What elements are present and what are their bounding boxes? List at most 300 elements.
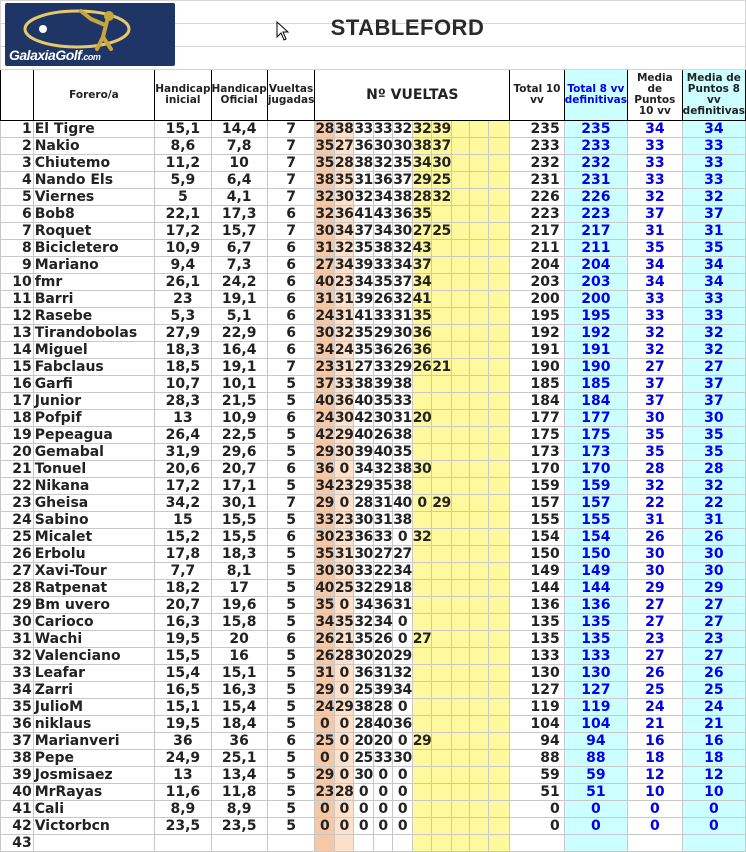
round-score-cell[interactable]: 0 [354, 784, 373, 801]
rank-cell[interactable]: 37 [1, 733, 34, 750]
rank-cell[interactable]: 40 [1, 784, 34, 801]
handicap-inicial-cell[interactable]: 17,2 [155, 223, 211, 240]
round-spacer-cell[interactable] [488, 172, 509, 189]
total-8-cell[interactable]: 136 [564, 597, 627, 614]
round-score-cell[interactable] [451, 784, 470, 801]
round-score-cell[interactable]: 29 [315, 681, 334, 698]
total-8-cell[interactable]: 211 [564, 240, 627, 257]
vueltas-jugadas-cell[interactable]: 5 [267, 682, 315, 699]
round-score-cell[interactable] [470, 784, 489, 801]
round-score-cell[interactable]: 36 [373, 596, 393, 613]
round-score-cell[interactable]: 30 [393, 749, 412, 766]
round-score-cell[interactable]: 31 [393, 596, 412, 613]
player-name-cell[interactable]: Valenciano [33, 648, 155, 665]
round-score-cell[interactable]: 32 [315, 205, 334, 222]
media-8-cell[interactable]: 37 [682, 376, 745, 393]
player-name-cell[interactable]: niklaus [33, 716, 155, 733]
round-score-cell[interactable]: 21 [334, 630, 354, 647]
round-spacer-cell[interactable] [488, 376, 509, 393]
round-score-cell[interactable] [470, 223, 489, 240]
rank-cell[interactable]: 31 [1, 631, 34, 648]
media-8-cell[interactable]: 32 [682, 342, 745, 359]
round-score-cell[interactable]: 32 [354, 613, 373, 630]
round-score-cell[interactable]: 28 [315, 120, 334, 137]
media-10-cell[interactable]: 24 [628, 699, 683, 716]
round-score-cell[interactable] [470, 563, 489, 580]
round-score-cell[interactable]: 0 [373, 818, 392, 835]
round-score-cell[interactable] [470, 189, 489, 206]
round-score-cell[interactable]: 36 [354, 528, 373, 545]
round-score-cell[interactable] [393, 835, 412, 852]
round-score-cell[interactable]: 29 [373, 579, 393, 596]
media-8-cell[interactable]: 22 [682, 495, 745, 512]
handicap-oficial-cell[interactable]: 22,5 [211, 427, 267, 444]
round-score-cell[interactable] [470, 257, 489, 274]
round-score-cell[interactable]: 0 [334, 818, 353, 835]
media-8-cell[interactable]: 33 [682, 308, 745, 325]
vueltas-jugadas-cell[interactable]: 5 [267, 427, 315, 444]
rank-cell[interactable]: 14 [1, 342, 34, 359]
handicap-oficial-cell[interactable]: 6,4 [211, 172, 267, 189]
round-score-cell[interactable]: 43 [412, 239, 432, 256]
round-score-cell[interactable] [432, 427, 451, 444]
header-n-vueltas[interactable]: Nº VUELTAS [315, 70, 510, 121]
total-8-cell[interactable]: 195 [564, 308, 627, 325]
round-score-cell[interactable] [412, 699, 431, 716]
round-spacer-cell[interactable] [488, 818, 509, 835]
total-8-cell[interactable]: 59 [564, 767, 627, 784]
round-score-cell[interactable] [451, 614, 470, 631]
round-score-cell[interactable] [412, 835, 431, 852]
round-score-cell[interactable]: 39 [373, 681, 393, 698]
player-name-cell[interactable]: Bob8 [33, 206, 155, 223]
round-score-cell[interactable]: 31 [373, 664, 393, 681]
total-10-cell[interactable] [510, 835, 564, 852]
round-score-cell[interactable]: 35 [373, 273, 393, 290]
handicap-oficial-cell[interactable]: 18,3 [211, 546, 267, 563]
media-10-cell[interactable]: 33 [628, 138, 683, 155]
media-8-cell[interactable]: 34 [682, 257, 745, 274]
handicap-inicial-cell[interactable]: 15,4 [155, 665, 211, 682]
round-score-cell[interactable]: 31 [334, 545, 354, 562]
round-spacer-cell[interactable] [488, 155, 509, 172]
round-score-cell[interactable]: 32 [393, 664, 412, 681]
round-spacer-cell[interactable] [488, 359, 509, 376]
round-spacer-cell[interactable] [488, 308, 509, 325]
player-name-cell[interactable]: Junior [33, 393, 155, 410]
total-10-cell[interactable]: 177 [510, 410, 564, 427]
round-spacer-cell[interactable] [488, 257, 509, 274]
player-name-cell[interactable]: Victorbcn [33, 818, 155, 835]
round-score-cell[interactable] [451, 665, 470, 682]
round-score-cell[interactable]: 35 [315, 596, 334, 613]
round-spacer-cell[interactable] [488, 495, 509, 512]
handicap-inicial-cell[interactable]: 13 [155, 410, 211, 427]
player-name-cell[interactable]: Fabclaus [33, 359, 155, 376]
media-10-cell[interactable]: 34 [628, 257, 683, 274]
handicap-oficial-cell[interactable]: 15,5 [211, 512, 267, 529]
media-10-cell[interactable]: 37 [628, 376, 683, 393]
round-score-cell[interactable]: 0 [393, 733, 412, 750]
total-10-cell[interactable]: 232 [510, 155, 564, 172]
header-media-10[interactable]: Media de Puntos 10 vv [628, 70, 683, 121]
round-spacer-cell[interactable] [488, 699, 509, 716]
handicap-inicial-cell[interactable]: 5,9 [155, 172, 211, 189]
round-score-cell[interactable] [412, 750, 431, 767]
round-score-cell[interactable]: 0 [412, 495, 431, 512]
round-score-cell[interactable]: 25 [354, 749, 373, 766]
handicap-oficial-cell[interactable] [211, 835, 267, 852]
round-score-cell[interactable]: 29 [432, 494, 451, 511]
total-8-cell[interactable]: 157 [564, 495, 627, 512]
round-score-cell[interactable] [412, 393, 431, 410]
handicap-oficial-cell[interactable]: 23,5 [211, 818, 267, 835]
round-score-cell[interactable]: 33 [354, 120, 373, 137]
round-score-cell[interactable]: 29 [315, 494, 334, 511]
total-8-cell[interactable]: 119 [564, 699, 627, 716]
media-8-cell[interactable]: 33 [682, 172, 745, 189]
round-score-cell[interactable] [470, 138, 489, 155]
media-8-cell[interactable]: 12 [682, 767, 745, 784]
vueltas-jugadas-cell[interactable]: 6 [267, 631, 315, 648]
media-10-cell[interactable]: 29 [628, 580, 683, 597]
round-score-cell[interactable]: 41 [412, 290, 432, 307]
round-score-cell[interactable]: 20 [373, 647, 393, 664]
vueltas-jugadas-cell[interactable]: 7 [267, 359, 315, 376]
total-8-cell[interactable]: 223 [564, 206, 627, 223]
round-score-cell[interactable] [432, 563, 451, 580]
handicap-inicial-cell[interactable]: 18,2 [155, 580, 211, 597]
round-score-cell[interactable] [470, 580, 489, 597]
round-score-cell[interactable] [451, 563, 470, 580]
round-score-cell[interactable] [432, 342, 451, 359]
round-score-cell[interactable] [451, 767, 470, 784]
round-score-cell[interactable]: 0 [315, 750, 334, 767]
media-10-cell[interactable]: 33 [628, 172, 683, 189]
round-score-cell[interactable]: 34 [412, 273, 432, 290]
handicap-oficial-cell[interactable]: 15,8 [211, 614, 267, 631]
round-score-cell[interactable] [470, 682, 489, 699]
round-score-cell[interactable]: 36 [334, 205, 354, 222]
round-score-cell[interactable]: 29 [412, 732, 432, 749]
round-score-cell[interactable]: 33 [373, 358, 393, 375]
handicap-inicial-cell[interactable]: 23,5 [155, 818, 211, 835]
media-10-cell[interactable]: 21 [628, 716, 683, 733]
total-8-cell[interactable]: 192 [564, 325, 627, 342]
player-name-cell[interactable]: Garfi [33, 376, 155, 393]
total-8-cell[interactable]: 0 [564, 818, 627, 835]
media-10-cell[interactable]: 25 [628, 682, 683, 699]
media-8-cell[interactable]: 32 [682, 189, 745, 206]
round-score-cell[interactable]: 38 [354, 154, 373, 171]
round-score-cell[interactable]: 0 [393, 631, 412, 648]
handicap-inicial-cell[interactable]: 13 [155, 767, 211, 784]
round-score-cell[interactable]: 20 [354, 732, 373, 749]
vueltas-jugadas-cell[interactable]: 5 [267, 614, 315, 631]
media-8-cell[interactable]: 25 [682, 682, 745, 699]
media-10-cell[interactable]: 32 [628, 325, 683, 342]
round-score-cell[interactable]: 0 [373, 784, 392, 801]
round-score-cell[interactable]: 26 [373, 290, 393, 307]
round-score-cell[interactable]: 0 [315, 801, 334, 818]
handicap-oficial-cell[interactable]: 8,1 [211, 563, 267, 580]
handicap-inicial-cell[interactable]: 5 [155, 189, 211, 206]
round-score-cell[interactable]: 24 [315, 698, 334, 715]
round-score-cell[interactable]: 27 [315, 256, 334, 273]
rank-cell[interactable]: 21 [1, 461, 34, 478]
round-score-cell[interactable] [470, 393, 489, 410]
round-score-cell[interactable] [470, 274, 489, 291]
total-8-cell[interactable]: 175 [564, 427, 627, 444]
round-score-cell[interactable]: 33 [315, 511, 334, 528]
round-score-cell[interactable]: 33 [373, 528, 393, 545]
round-score-cell[interactable] [354, 835, 373, 852]
round-score-cell[interactable]: 24 [334, 341, 354, 358]
total-8-cell[interactable]: 204 [564, 257, 627, 274]
round-score-cell[interactable]: 0 [373, 767, 392, 784]
round-score-cell[interactable] [451, 682, 470, 699]
player-name-cell[interactable]: Miguel [33, 342, 155, 359]
round-score-cell[interactable] [412, 665, 431, 682]
round-score-cell[interactable]: 23 [315, 358, 334, 375]
total-10-cell[interactable]: 235 [510, 121, 564, 138]
handicap-inicial-cell[interactable]: 28,3 [155, 393, 211, 410]
media-8-cell[interactable]: 33 [682, 155, 745, 172]
total-8-cell[interactable]: 88 [564, 750, 627, 767]
round-score-cell[interactable]: 37 [315, 375, 334, 392]
round-score-cell[interactable]: 32 [393, 120, 412, 137]
vueltas-jugadas-cell[interactable]: 5 [267, 444, 315, 461]
total-8-cell[interactable]: 144 [564, 580, 627, 597]
round-score-cell[interactable] [451, 359, 470, 376]
round-score-cell[interactable]: 35 [315, 137, 334, 154]
total-8-cell[interactable]: 226 [564, 189, 627, 206]
round-score-cell[interactable]: 30 [354, 545, 373, 562]
round-spacer-cell[interactable] [488, 801, 509, 818]
round-spacer-cell[interactable] [488, 784, 509, 801]
media-10-cell[interactable]: 33 [628, 291, 683, 308]
handicap-oficial-cell[interactable]: 17,1 [211, 478, 267, 495]
media-8-cell[interactable]: 30 [682, 563, 745, 580]
round-score-cell[interactable]: 40 [354, 426, 373, 443]
round-score-cell[interactable]: 24 [315, 409, 334, 426]
vueltas-jugadas-cell[interactable]: 5 [267, 801, 315, 818]
total-8-cell[interactable]: 149 [564, 563, 627, 580]
vueltas-jugadas-cell[interactable]: 7 [267, 495, 315, 512]
round-score-cell[interactable]: 0 [315, 818, 334, 835]
round-score-cell[interactable] [432, 597, 451, 614]
round-score-cell[interactable]: 23 [334, 477, 354, 494]
vueltas-jugadas-cell[interactable]: 7 [267, 155, 315, 172]
round-score-cell[interactable]: 33 [373, 256, 393, 273]
vueltas-jugadas-cell[interactable]: 6 [267, 308, 315, 325]
handicap-inicial-cell[interactable]: 16,3 [155, 614, 211, 631]
handicap-inicial-cell[interactable]: 15 [155, 512, 211, 529]
round-score-cell[interactable]: 32 [393, 239, 412, 256]
media-8-cell[interactable]: 18 [682, 750, 745, 767]
total-10-cell[interactable]: 59 [510, 767, 564, 784]
handicap-oficial-cell[interactable]: 15,7 [211, 223, 267, 240]
media-8-cell[interactable] [682, 835, 745, 852]
vueltas-jugadas-cell[interactable]: 7 [267, 121, 315, 138]
round-score-cell[interactable] [412, 614, 431, 631]
round-score-cell[interactable] [412, 648, 431, 665]
round-score-cell[interactable]: 37 [393, 273, 412, 290]
round-score-cell[interactable]: 38 [354, 375, 373, 392]
round-score-cell[interactable] [470, 818, 489, 835]
media-10-cell[interactable]: 31 [628, 512, 683, 529]
round-score-cell[interactable] [451, 750, 470, 767]
handicap-inicial-cell[interactable]: 17,8 [155, 546, 211, 563]
handicap-inicial-cell[interactable]: 22,1 [155, 206, 211, 223]
round-score-cell[interactable] [470, 172, 489, 189]
round-score-cell[interactable] [451, 376, 470, 393]
vueltas-jugadas-cell[interactable]: 5 [267, 376, 315, 393]
round-score-cell[interactable] [470, 325, 489, 342]
round-score-cell[interactable]: 0 [393, 767, 412, 784]
handicap-inicial-cell[interactable]: 15,1 [155, 121, 211, 138]
round-score-cell[interactable]: 34 [354, 273, 373, 290]
total-10-cell[interactable]: 135 [510, 631, 564, 648]
round-score-cell[interactable]: 33 [393, 392, 412, 409]
total-10-cell[interactable]: 135 [510, 614, 564, 631]
total-10-cell[interactable]: 173 [510, 444, 564, 461]
player-name-cell[interactable]: Bm uvero [33, 597, 155, 614]
round-spacer-cell[interactable] [488, 478, 509, 495]
round-score-cell[interactable]: 31 [334, 290, 354, 307]
media-10-cell[interactable]: 33 [628, 308, 683, 325]
media-10-cell[interactable]: 31 [628, 223, 683, 240]
round-spacer-cell[interactable] [488, 546, 509, 563]
total-8-cell[interactable]: 130 [564, 665, 627, 682]
round-score-cell[interactable] [432, 801, 451, 818]
round-score-cell[interactable] [432, 580, 451, 597]
rank-cell[interactable]: 35 [1, 699, 34, 716]
round-score-cell[interactable] [470, 291, 489, 308]
round-score-cell[interactable]: 38 [373, 239, 393, 256]
total-10-cell[interactable]: 217 [510, 223, 564, 240]
round-score-cell[interactable] [412, 444, 431, 461]
round-score-cell[interactable] [470, 427, 489, 444]
round-score-cell[interactable] [470, 750, 489, 767]
round-score-cell[interactable] [451, 410, 470, 427]
round-score-cell[interactable] [412, 682, 431, 699]
handicap-oficial-cell[interactable]: 18,4 [211, 716, 267, 733]
round-score-cell[interactable] [373, 835, 392, 852]
total-8-cell[interactable]: 51 [564, 784, 627, 801]
rank-cell[interactable]: 32 [1, 648, 34, 665]
round-score-cell[interactable] [451, 291, 470, 308]
vueltas-jugadas-cell[interactable]: 5 [267, 580, 315, 597]
round-score-cell[interactable] [412, 716, 431, 733]
handicap-inicial-cell[interactable]: 15,1 [155, 699, 211, 716]
handicap-oficial-cell[interactable]: 29,6 [211, 444, 267, 461]
handicap-oficial-cell[interactable]: 19,1 [211, 359, 267, 376]
media-10-cell[interactable]: 34 [628, 274, 683, 291]
round-score-cell[interactable]: 40 [315, 273, 334, 290]
round-score-cell[interactable]: 29 [334, 426, 354, 443]
total-10-cell[interactable]: 104 [510, 716, 564, 733]
vueltas-jugadas-cell[interactable]: 5 [267, 818, 315, 835]
rank-cell[interactable]: 29 [1, 597, 34, 614]
round-score-cell[interactable]: 32 [354, 188, 373, 205]
round-score-cell[interactable] [451, 121, 470, 138]
round-score-cell[interactable]: 32 [432, 188, 451, 205]
round-spacer-cell[interactable] [488, 631, 509, 648]
rank-cell[interactable]: 27 [1, 563, 34, 580]
round-score-cell[interactable]: 0 [393, 614, 412, 631]
total-8-cell[interactable]: 173 [564, 444, 627, 461]
round-score-cell[interactable] [470, 733, 489, 750]
round-score-cell[interactable]: 31 [315, 664, 334, 681]
rank-cell[interactable]: 13 [1, 325, 34, 342]
total-8-cell[interactable]: 233 [564, 138, 627, 155]
handicap-oficial-cell[interactable]: 10,1 [211, 376, 267, 393]
round-score-cell[interactable]: 33 [373, 307, 393, 324]
player-name-cell[interactable]: fmr [33, 274, 155, 291]
media-10-cell[interactable]: 0 [628, 801, 683, 818]
round-spacer-cell[interactable] [488, 835, 509, 852]
round-score-cell[interactable]: 30 [315, 324, 334, 341]
player-name-cell[interactable]: Ratpenat [33, 580, 155, 597]
round-score-cell[interactable]: 31 [315, 239, 334, 256]
round-score-cell[interactable]: 0 [334, 733, 353, 750]
round-score-cell[interactable]: 33 [354, 562, 373, 579]
round-score-cell[interactable]: 31 [373, 494, 393, 511]
total-10-cell[interactable]: 149 [510, 563, 564, 580]
player-name-cell[interactable]: Gheisa [33, 495, 155, 512]
round-score-cell[interactable]: 27 [393, 545, 412, 562]
handicap-inicial-cell[interactable]: 19,5 [155, 631, 211, 648]
handicap-oficial-cell[interactable]: 15,4 [211, 699, 267, 716]
round-score-cell[interactable] [451, 512, 470, 529]
round-score-cell[interactable] [432, 529, 451, 546]
rank-cell[interactable]: 4 [1, 172, 34, 189]
player-name-cell[interactable]: Leafar [33, 665, 155, 682]
round-score-cell[interactable]: 34 [315, 613, 334, 630]
round-score-cell[interactable]: 30 [373, 137, 393, 154]
round-score-cell[interactable]: 30 [334, 443, 354, 460]
handicap-oficial-cell[interactable]: 7,3 [211, 257, 267, 274]
round-score-cell[interactable]: 28 [354, 494, 373, 511]
round-score-cell[interactable]: 0 [334, 461, 353, 478]
round-score-cell[interactable]: 31 [315, 290, 334, 307]
vueltas-jugadas-cell[interactable]: 5 [267, 784, 315, 801]
round-spacer-cell[interactable] [488, 291, 509, 308]
round-score-cell[interactable]: 35 [315, 545, 334, 562]
media-8-cell[interactable]: 30 [682, 546, 745, 563]
round-score-cell[interactable]: 36 [393, 205, 412, 222]
player-name-cell[interactable]: Micalet [33, 529, 155, 546]
round-score-cell[interactable] [470, 240, 489, 257]
total-8-cell[interactable]: 170 [564, 461, 627, 478]
round-score-cell[interactable]: 32 [354, 579, 373, 596]
round-score-cell[interactable] [432, 444, 451, 461]
round-spacer-cell[interactable] [488, 512, 509, 529]
round-score-cell[interactable]: 36 [412, 324, 432, 341]
media-8-cell[interactable]: 37 [682, 393, 745, 410]
round-score-cell[interactable] [470, 529, 489, 546]
round-score-cell[interactable]: 26 [315, 647, 334, 664]
round-score-cell[interactable]: 20 [412, 409, 432, 426]
round-score-cell[interactable]: 0 [393, 529, 412, 546]
round-score-cell[interactable]: 0 [334, 495, 353, 512]
round-spacer-cell[interactable] [488, 274, 509, 291]
round-score-cell[interactable]: 34 [354, 460, 373, 477]
vueltas-jugadas-cell[interactable]: 6 [267, 529, 315, 546]
round-score-cell[interactable] [451, 257, 470, 274]
total-10-cell[interactable]: 204 [510, 257, 564, 274]
